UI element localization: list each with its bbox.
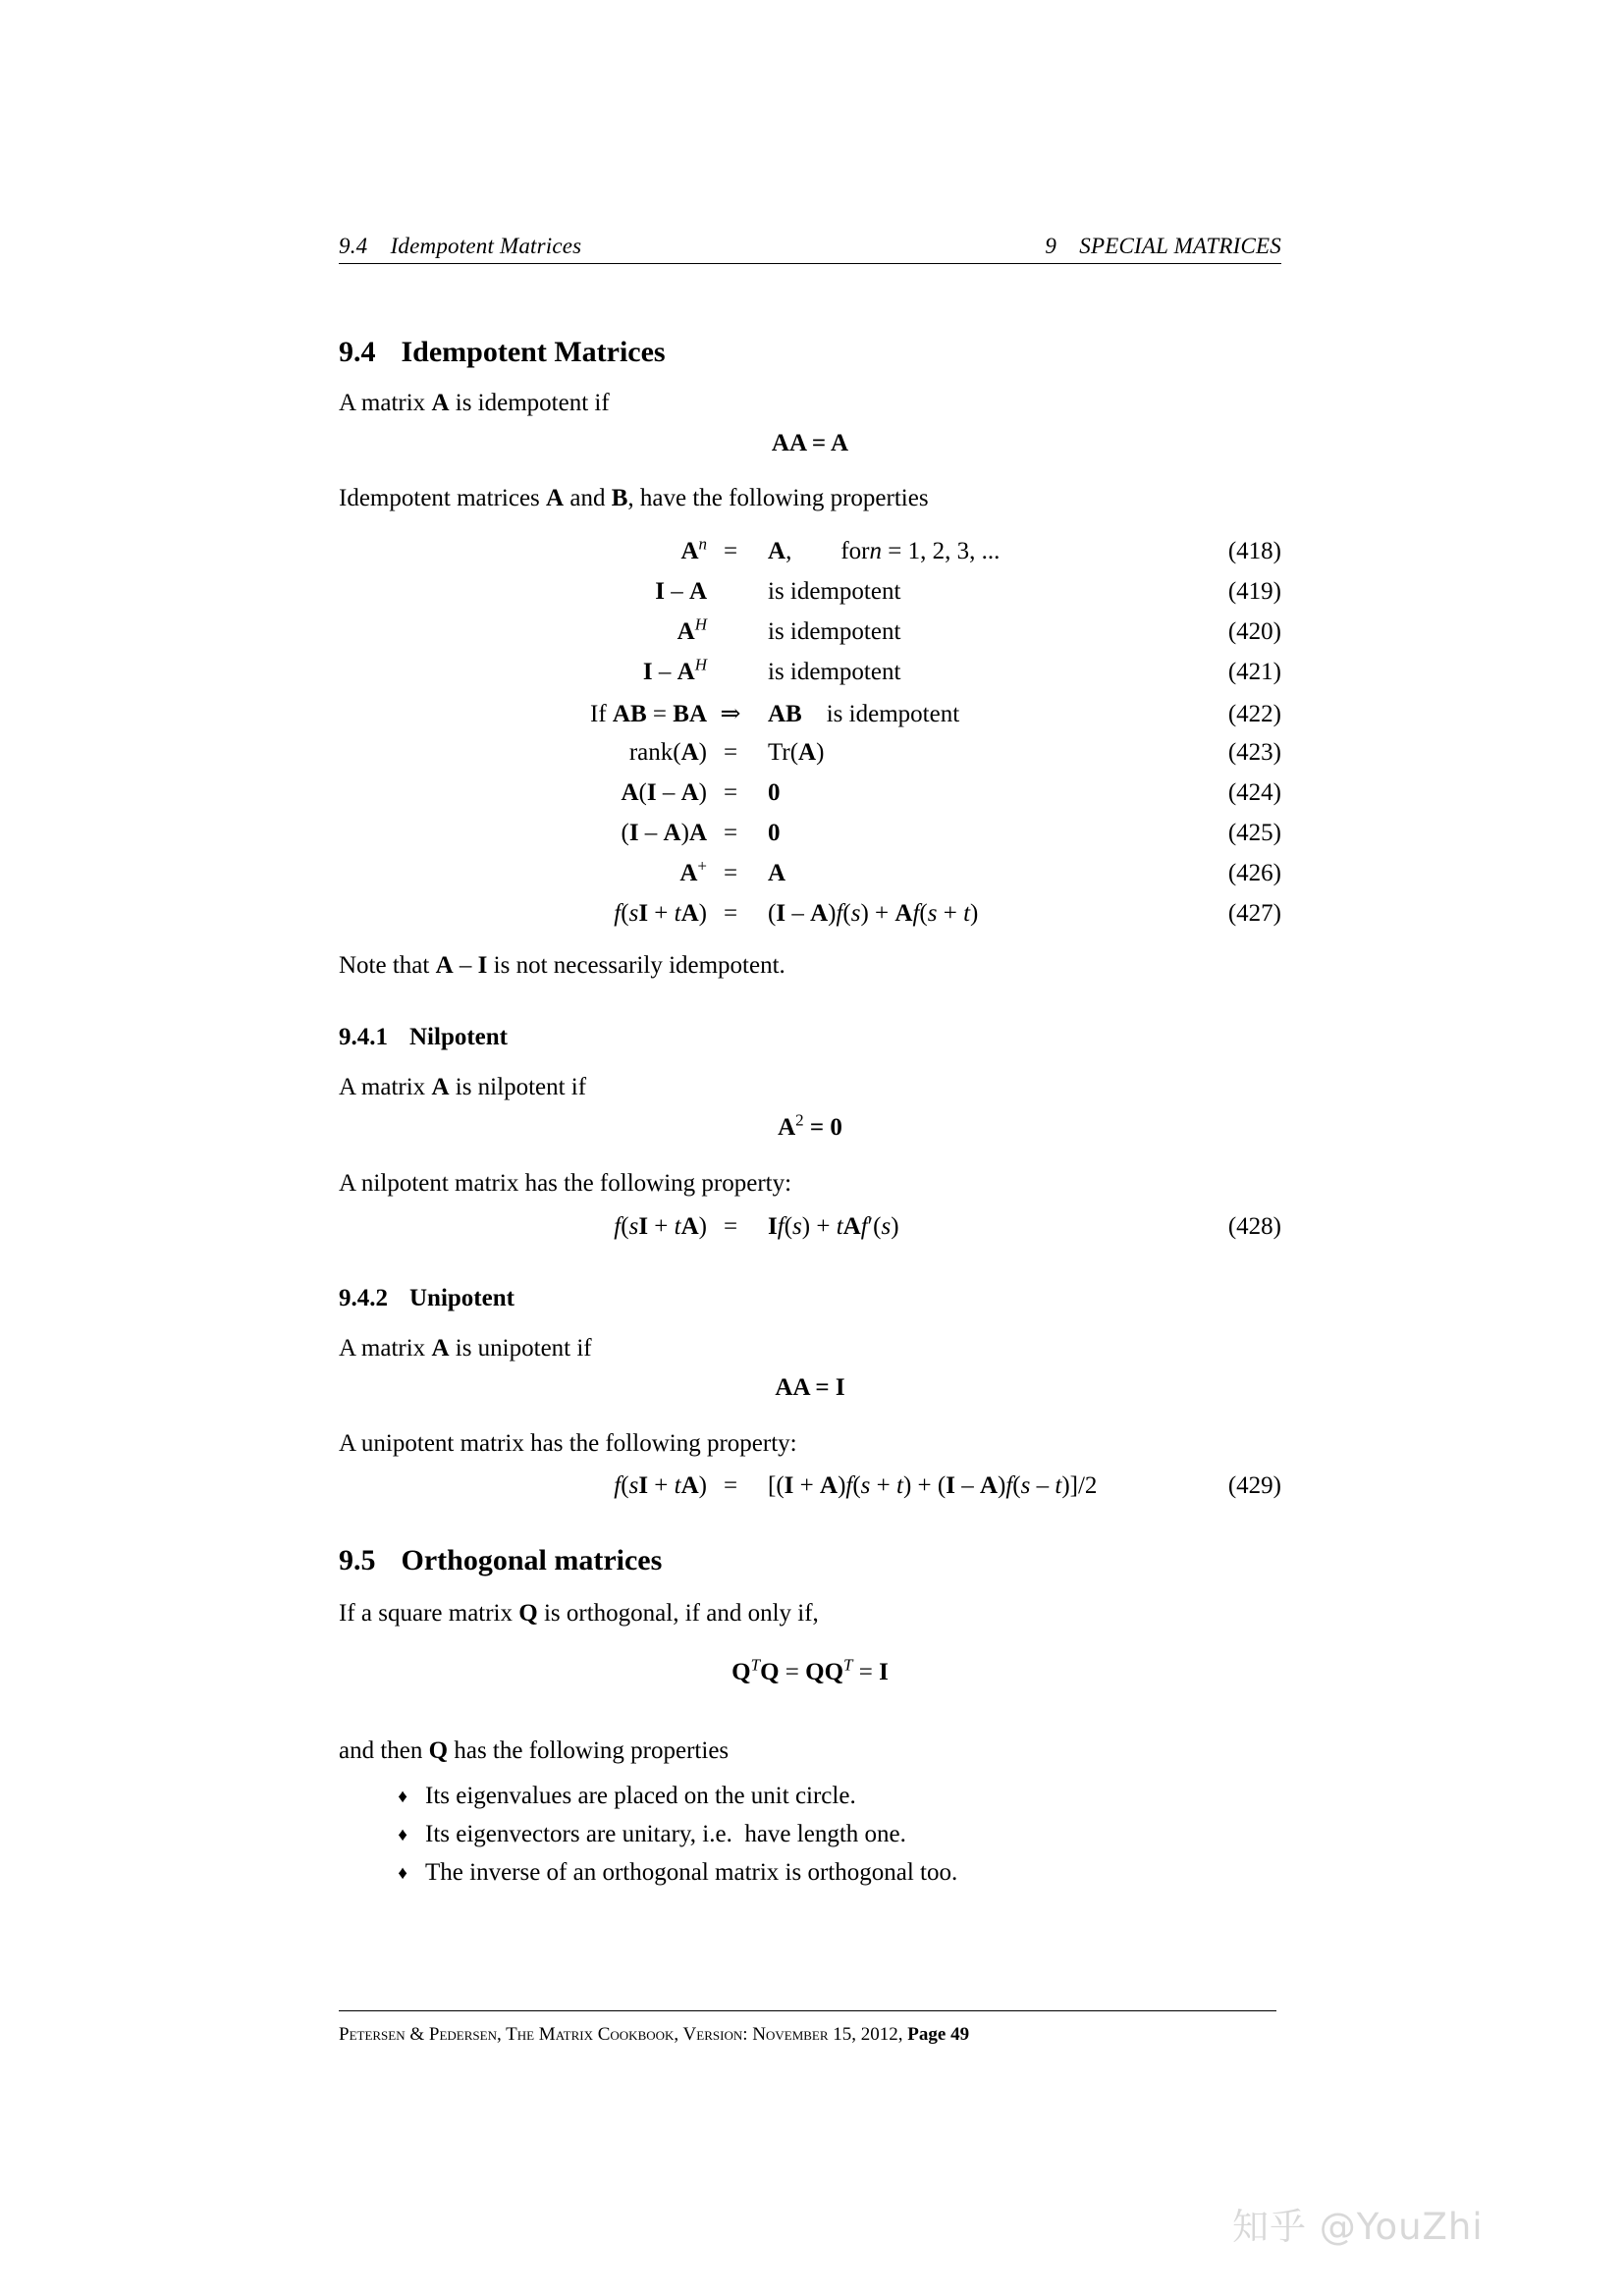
equation-lhs: f(sI + tA) bbox=[614, 900, 707, 927]
idempotent-intro-paragraph bbox=[339, 388, 610, 418]
nilpotent-intro-tail: is nilpotent if bbox=[449, 1074, 587, 1100]
equation-relation: = bbox=[723, 860, 738, 886]
unipotent-intro-lead: A matrix bbox=[339, 1335, 432, 1362]
q-symbol: Q bbox=[731, 1659, 751, 1685]
equation-relation: = bbox=[723, 1213, 738, 1240]
subsection-title: Unipotent bbox=[409, 1285, 514, 1311]
section-number: 9.5 bbox=[339, 1544, 376, 1576]
display-eq-tail: = 0 bbox=[803, 1114, 842, 1141]
subsection-heading-nilpotent bbox=[339, 1024, 508, 1051]
running-header-right-title: SPECIAL MATRICES bbox=[1079, 234, 1281, 258]
equation-row bbox=[339, 779, 1281, 820]
note-tail: is not necessarily idempotent. bbox=[487, 952, 785, 979]
equation-number: (429) bbox=[1227, 1472, 1281, 1499]
equation-number: (427) bbox=[1227, 900, 1281, 927]
subsection-number: 9.4.1 bbox=[339, 1024, 388, 1050]
equation-number: (419) bbox=[1227, 578, 1281, 605]
display-eq-base: A bbox=[778, 1114, 796, 1141]
running-header-left-title: Idempotent Matrices bbox=[390, 234, 582, 258]
list-item-label: Its eigenvectors are unitary, i.e. have length one. bbox=[425, 1821, 906, 1847]
equation-row bbox=[339, 1213, 1281, 1254]
list-item-label: The inverse of an orthogonal matrix is orthogonal too. bbox=[425, 1859, 958, 1886]
display-equation-aa-equals-a bbox=[339, 430, 1281, 457]
transpose-exponent: T bbox=[843, 1655, 853, 1675]
q-symbol: Q bbox=[805, 1659, 825, 1685]
equation-number: (420) bbox=[1227, 618, 1281, 645]
matrix-symbol-a: A bbox=[431, 1074, 450, 1100]
equation-array-unipotent bbox=[339, 1472, 1281, 1513]
equation-row bbox=[339, 614, 1281, 659]
orthogonal-properties-lead bbox=[339, 1735, 729, 1766]
display-equation-text: AA = I bbox=[775, 1374, 845, 1401]
display-eq-exponent: 2 bbox=[795, 1110, 804, 1130]
equation-lhs: f(sI + tA) bbox=[614, 1213, 707, 1240]
document-page bbox=[339, 0, 1281, 2296]
equals-sign: = bbox=[779, 1659, 806, 1685]
identity-symbol: I bbox=[879, 1659, 889, 1685]
equation-row bbox=[339, 534, 1281, 578]
equation-rhs: 0 bbox=[768, 820, 781, 846]
orthogonal-lead-a: and then bbox=[339, 1737, 429, 1764]
subsection-heading-unipotent bbox=[339, 1285, 514, 1312]
nilpotent-intro-paragraph bbox=[339, 1072, 586, 1102]
lead-b: and bbox=[564, 485, 612, 511]
equation-row bbox=[339, 856, 1281, 900]
list-item bbox=[339, 1821, 1281, 1859]
equation-row bbox=[339, 699, 1281, 739]
equation-rhs: 0 bbox=[768, 779, 781, 806]
equation-lhs: A(I – A) bbox=[621, 779, 707, 806]
equation-row bbox=[339, 1472, 1281, 1513]
display-equation-qtq bbox=[339, 1655, 1281, 1686]
equation-array-idempotent bbox=[339, 534, 1281, 940]
running-header-right-number: 9 bbox=[1045, 234, 1057, 258]
equation-lhs: (I – A)A bbox=[621, 820, 707, 846]
unipotent-intro-paragraph bbox=[339, 1333, 592, 1363]
matrix-symbol-a: A bbox=[431, 390, 450, 416]
orthogonal-intro-tail: is orthogonal, if and only if, bbox=[537, 1600, 819, 1627]
equation-lhs: A+ bbox=[679, 856, 707, 886]
q-symbol: Q bbox=[760, 1659, 780, 1685]
equation-relation: ⇒ bbox=[720, 701, 741, 727]
list-item-label: Its eigenvalues are placed on the unit circle. bbox=[425, 1783, 856, 1809]
equation-relation: = bbox=[723, 739, 738, 766]
nilpotent-property-lead: A nilpotent matrix has the following property: bbox=[339, 1170, 792, 1197]
equation-array-nilpotent bbox=[339, 1213, 1281, 1254]
section-number: 9.4 bbox=[339, 336, 376, 368]
orthogonal-intro-paragraph bbox=[339, 1598, 819, 1629]
equation-row bbox=[339, 900, 1281, 940]
equation-rhs: Tr(A) bbox=[768, 739, 825, 766]
bullet-icon: ♦ bbox=[398, 1863, 407, 1884]
equals-sign: = bbox=[852, 1659, 880, 1685]
running-header-right bbox=[1045, 234, 1281, 259]
running-header bbox=[339, 234, 1281, 275]
orthogonal-intro-lead: If a square matrix bbox=[339, 1600, 519, 1627]
equation-relation: = bbox=[723, 538, 738, 564]
equation-relation: = bbox=[723, 1472, 738, 1499]
lead-c: , have the following properties bbox=[627, 485, 929, 511]
equation-number: (426) bbox=[1227, 860, 1281, 886]
orthogonal-properties-list bbox=[339, 1783, 1281, 1897]
equation-lhs: f(sI + tA) bbox=[614, 1472, 707, 1499]
section-heading-idempotent bbox=[339, 336, 666, 369]
equation-rhs: is idempotent bbox=[768, 578, 901, 605]
equation-relation: = bbox=[723, 820, 738, 846]
subsection-number: 9.4.2 bbox=[339, 1285, 388, 1311]
display-equation-a-squared-zero bbox=[339, 1110, 1281, 1142]
equation-rhs: (I – A)f(s) + Af(s + t) bbox=[768, 900, 979, 927]
unipotent-intro-tail: is unipotent if bbox=[449, 1335, 592, 1362]
matrix-symbol-i: I bbox=[477, 952, 488, 979]
running-header-left-number: 9.4 bbox=[339, 234, 368, 258]
note-mid: – bbox=[453, 952, 478, 979]
list-item bbox=[339, 1859, 1281, 1897]
transpose-exponent: T bbox=[750, 1655, 761, 1675]
list-item bbox=[339, 1783, 1281, 1821]
equation-rhs: If(s) + tAf′(s) bbox=[768, 1213, 899, 1240]
running-header-left bbox=[339, 234, 581, 259]
matrix-symbol-b: B bbox=[611, 485, 628, 511]
note-lead: Note that bbox=[339, 952, 436, 979]
header-rule bbox=[339, 263, 1281, 264]
orthogonal-lead-b: has the following properties bbox=[448, 1737, 730, 1764]
equation-row bbox=[339, 655, 1281, 699]
q-symbol: Q bbox=[824, 1659, 844, 1685]
page-footer bbox=[339, 2024, 1281, 2046]
unipotent-property-lead: A unipotent matrix has the following property: bbox=[339, 1430, 797, 1457]
footer-rule bbox=[339, 2010, 1276, 2011]
equation-number: (425) bbox=[1227, 820, 1281, 846]
lead-a: Idempotent matrices bbox=[339, 485, 547, 511]
equation-lhs: I – $A^H$ bbox=[642, 655, 707, 685]
nilpotent-intro-lead: A matrix bbox=[339, 1074, 432, 1100]
equation-lhs: If AB = BA bbox=[590, 701, 707, 727]
section-heading-orthogonal bbox=[339, 1544, 662, 1577]
equation-row bbox=[339, 578, 1281, 618]
equation-number: (424) bbox=[1227, 779, 1281, 806]
equation-lhs: $A^n$ bbox=[680, 534, 707, 564]
equation-row bbox=[339, 739, 1281, 779]
equation-row bbox=[339, 820, 1281, 860]
idempotent-properties-lead bbox=[339, 483, 929, 513]
page-number: Page 49 bbox=[907, 2024, 970, 2045]
equation-number: (423) bbox=[1227, 739, 1281, 766]
matrix-symbol-a: A bbox=[546, 485, 565, 511]
equation-number: (422) bbox=[1227, 701, 1281, 727]
equation-lhs: rank(A) bbox=[628, 739, 707, 766]
idempotent-intro-tail: is idempotent if bbox=[449, 390, 610, 416]
subsection-title: Nilpotent bbox=[409, 1024, 508, 1050]
section-title: Orthogonal matrices bbox=[401, 1544, 663, 1576]
equation-lhs: $A^H$ bbox=[677, 614, 707, 645]
display-equation-text: AA = A bbox=[771, 430, 849, 456]
bullet-icon: ♦ bbox=[398, 1787, 407, 1807]
equation-rhs: [(I + A)f(s + t) + (I – A)f(s – t)]/2 bbox=[768, 1472, 1098, 1499]
idempotent-intro-lead: A matrix bbox=[339, 390, 432, 416]
equation-rhs: is idempotent bbox=[768, 659, 901, 685]
bullet-icon: ♦ bbox=[398, 1825, 407, 1845]
equation-rhs: is idempotent bbox=[768, 618, 901, 645]
equation-rhs: A, forn = 1, 2, 3, ... bbox=[768, 538, 1001, 564]
matrix-symbol-q: Q bbox=[518, 1600, 538, 1627]
equation-relation: = bbox=[723, 779, 738, 806]
equation-number: (418) bbox=[1227, 538, 1281, 564]
equation-number: (428) bbox=[1227, 1213, 1281, 1240]
watermark: 知乎 @YouZhi bbox=[1232, 2206, 1484, 2248]
idempotent-note-paragraph bbox=[339, 950, 785, 981]
equation-number: (421) bbox=[1227, 659, 1281, 685]
matrix-symbol-q: Q bbox=[428, 1737, 449, 1764]
footer-citation: Petersen & Pedersen, The Matrix Cookbook, Version: November 15, 2012, bbox=[339, 2024, 908, 2045]
section-title: Idempotent Matrices bbox=[401, 336, 666, 368]
equation-rhs: A bbox=[768, 860, 786, 886]
display-equation-aa-equals-i bbox=[339, 1374, 1281, 1402]
equation-rhs: AB is idempotent bbox=[768, 701, 960, 727]
matrix-symbol-a: A bbox=[435, 952, 454, 979]
matrix-symbol-a: A bbox=[431, 1335, 450, 1362]
equation-relation: = bbox=[723, 900, 738, 927]
equation-lhs: I – A bbox=[655, 578, 707, 605]
